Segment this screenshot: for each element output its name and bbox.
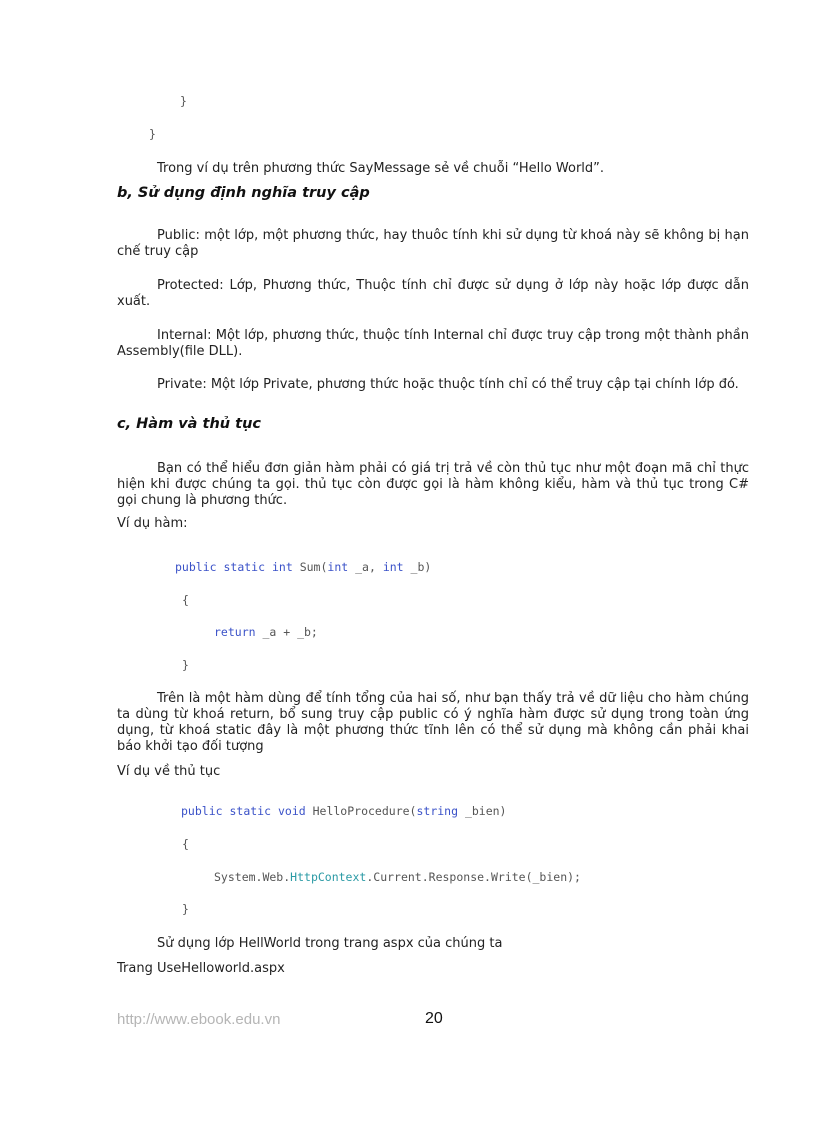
code-sum-brace-open: {	[182, 593, 189, 607]
code-keyword: string	[416, 804, 459, 818]
paragraph-public: Public: một lớp, một phương thức, hay thuôc tính khi sử dụng từ khoá này sẽ không bị hạn chế truy cập	[117, 228, 749, 259]
section-c-heading: c, Hàm và thủ tục	[117, 416, 261, 432]
example-proc-label: Ví dụ về thủ tục	[117, 764, 221, 779]
code-param: _bien)	[458, 804, 507, 818]
code-sum-brace-close: }	[182, 658, 189, 672]
footer-url[interactable]: http://www.ebook.edu.vn	[117, 1011, 281, 1028]
code-type: HttpContext	[290, 870, 367, 884]
closing-text-2: Trang UseHelloworld.aspx	[117, 961, 285, 976]
code-func-name: HelloProcedure(	[312, 804, 417, 818]
code-proc-brace-close: }	[182, 902, 189, 916]
code-keyword: public	[181, 804, 223, 818]
code-sum-signature	[175, 560, 431, 574]
code-param: _a,	[348, 560, 383, 574]
code-call: .Current.Response.Write(_bien);	[366, 870, 581, 884]
paragraph-internal: Internal: Một lớp, phương thức, thuộc tính Internal chỉ được truy cập trong một thành phần Assembly(file DLL).	[117, 328, 749, 359]
page-number: 20	[425, 1010, 443, 1027]
code-proc-signature	[181, 804, 506, 818]
paragraph-protected: Protected: Lớp, Phương thức, Thuộc tính chỉ được sử dụng ở lớp này hoặc lớp được dẫn xuất.	[117, 278, 749, 309]
code-keyword: void	[277, 804, 306, 818]
code-namespace: System.Web.	[214, 870, 291, 884]
code-proc-brace-open: {	[182, 837, 189, 851]
code-keyword: int	[271, 560, 293, 574]
code-paren: (	[320, 560, 328, 574]
code-keyword: int	[327, 560, 349, 574]
code-keyword: public	[175, 560, 217, 574]
example-func-label: Ví dụ hàm:	[117, 516, 188, 531]
code-keyword: int	[382, 560, 404, 574]
closing-text-1: Sử dụng lớp HellWorld trong trang aspx của chúng ta	[157, 936, 503, 951]
paragraph-private: Private: Một lớp Private, phương thức hoặc thuộc tính chỉ có thể truy cập tại chính lớp đó.	[157, 377, 739, 392]
code-keyword: static	[229, 804, 272, 818]
code-keyword: static	[223, 560, 266, 574]
code-proc-body	[214, 870, 581, 884]
code-func-name: Sum	[299, 560, 321, 574]
code-brace-inner: }	[180, 94, 187, 108]
code-param: _b)	[403, 560, 432, 574]
code-keyword: return	[214, 625, 256, 639]
paragraph-functions: Bạn có thể hiểu đơn giản hàm phải có giá trị trả về còn thủ tục như một đoạn mã chỉ thực hiện khi được chúng ta gọi. thủ tục còn được gọi là hàm không kiểu, hàm và thủ tục trong C# gọi chung là phương thức.	[117, 461, 749, 508]
code-expression: _a + _b;	[255, 625, 318, 639]
paragraph-sum-explanation: Trên là một hàm dùng để tính tổng của hai số, như bạn thấy trả về dữ liệu cho hàm chúng ta dùng từ khoá return, bổ sung truy cập public có ý nghĩa hàm được sử dụng trong toàn ứng dụng, từ khoá static đây là một phương thức tĩnh lên có thể sử dụng mà không cần phải khai báo khởi tạo đối tượng	[117, 691, 749, 754]
section-b-heading: b, Sử dụng định nghĩa truy cập	[117, 185, 370, 201]
code-sum-return	[214, 625, 318, 639]
intro-text: Trong ví dụ trên phương thức SayMessage sẻ về chuỗi “Hello World”.	[157, 161, 605, 176]
code-brace-outer: }	[149, 127, 156, 141]
